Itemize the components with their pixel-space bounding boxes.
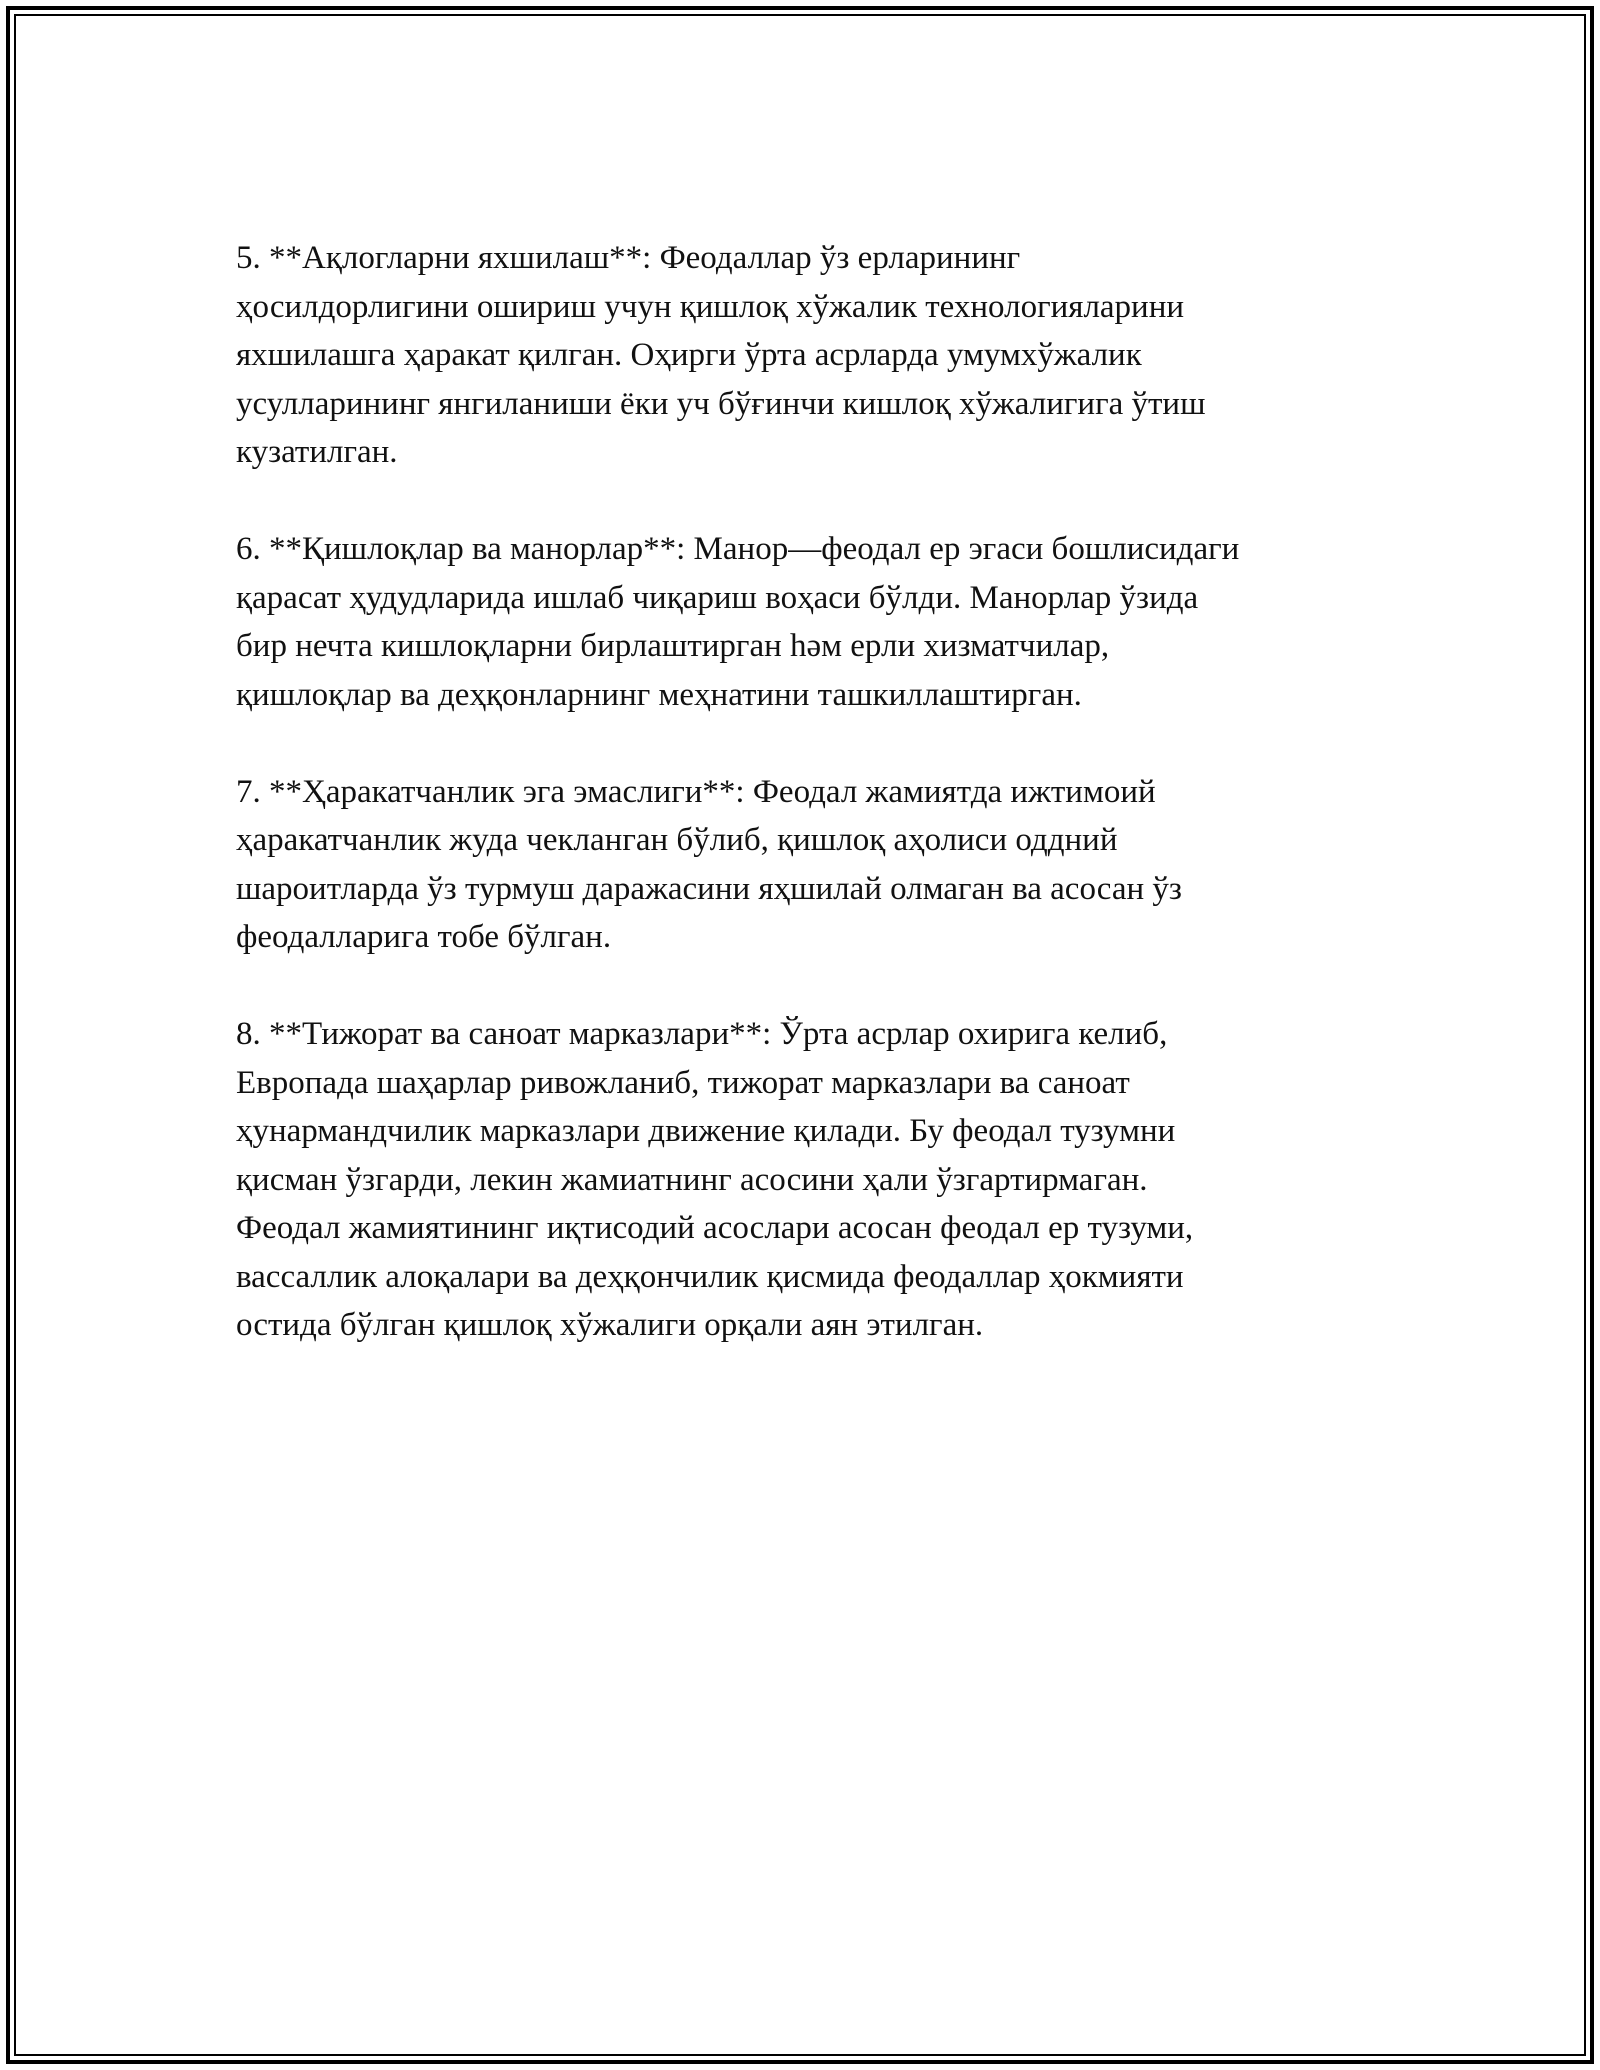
text-line: ҳунармандчилик марказлари движение қилади. Бу феодал тузумни — [236, 1113, 1176, 1149]
text-line: қисман ўзгарди, лекин жамиатнинг асосини ҳали ўзгартирмаган. — [236, 1161, 1148, 1198]
text-line: шароитларда ўз турмуш даражасини яҳшилай олмаган ва асосан ўз — [236, 870, 1182, 907]
text-line: кузатилган. — [236, 434, 398, 470]
text-line: бир нечта кишлоқларни бирлаштирган һәм ерли хизматчилар, — [236, 628, 1110, 664]
text-line: 5. **Ақлогларни яхшилаш**: Феодаллар ўз ерларининг — [236, 240, 1021, 276]
text-line: Европада шаҳарлар ривожланиб, тижорат марказлари ва саноат — [236, 1064, 1130, 1101]
text-line: 6. **Қишлоқлар ва манорлар**: Манор—феодал ер эгаси бошлисидаги — [236, 531, 1240, 567]
paragraph-6 — [236, 525, 1376, 719]
text-line: остида бўлган қишлоқ хўжалиги орқали аян этилган. — [236, 1307, 984, 1343]
paragraph-7 — [236, 768, 1376, 962]
paragraph-8 — [236, 1010, 1376, 1350]
text-line: усулларининг янгиланиши ёки уч бўғинчи кишлоқ хўжалигига ўтиш — [236, 385, 1206, 422]
text-line: 7. **Ҳаракатчанлик эга эмаслиги**: Феодал жамиятда ижтимоий — [236, 773, 1156, 810]
text-line: ҳосилдорлигини ошириш учун қишлоқ хўжалик технологияларини — [236, 288, 1185, 325]
text-line: қишлоқлар ва деҳқонларнинг меҳнатини ташкиллаштирган. — [236, 676, 1082, 713]
text-line: ҳаракатчанлик жуда чекланган бўлиб, қишлоқ аҳолиси оддний — [236, 822, 1118, 858]
paragraph-5 — [236, 234, 1376, 477]
text-line: яхшилашга ҳаракат қилган. Оҳирги ўрта асрларда умумхўжалик — [236, 337, 1142, 373]
text-line: феодалларига тобе бўлган. — [236, 919, 612, 955]
text-line: вассаллик алоқалари ва деҳқончилик қисмида феодаллар ҳокмияти — [236, 1258, 1184, 1295]
text-line: Феодал жамиятининг иқтисодий асослари асосан феодал ер тузуми, — [236, 1210, 1194, 1246]
document-body — [236, 234, 1376, 1398]
text-line: 8. **Тижорат ва саноат марказлари**: Ўрта асрлар охирига келиб, — [236, 1016, 1168, 1052]
text-line: қарасат ҳудудларида ишлаб чиқариш воҳаси бўлди. Манорлар ўзида — [236, 579, 1199, 616]
